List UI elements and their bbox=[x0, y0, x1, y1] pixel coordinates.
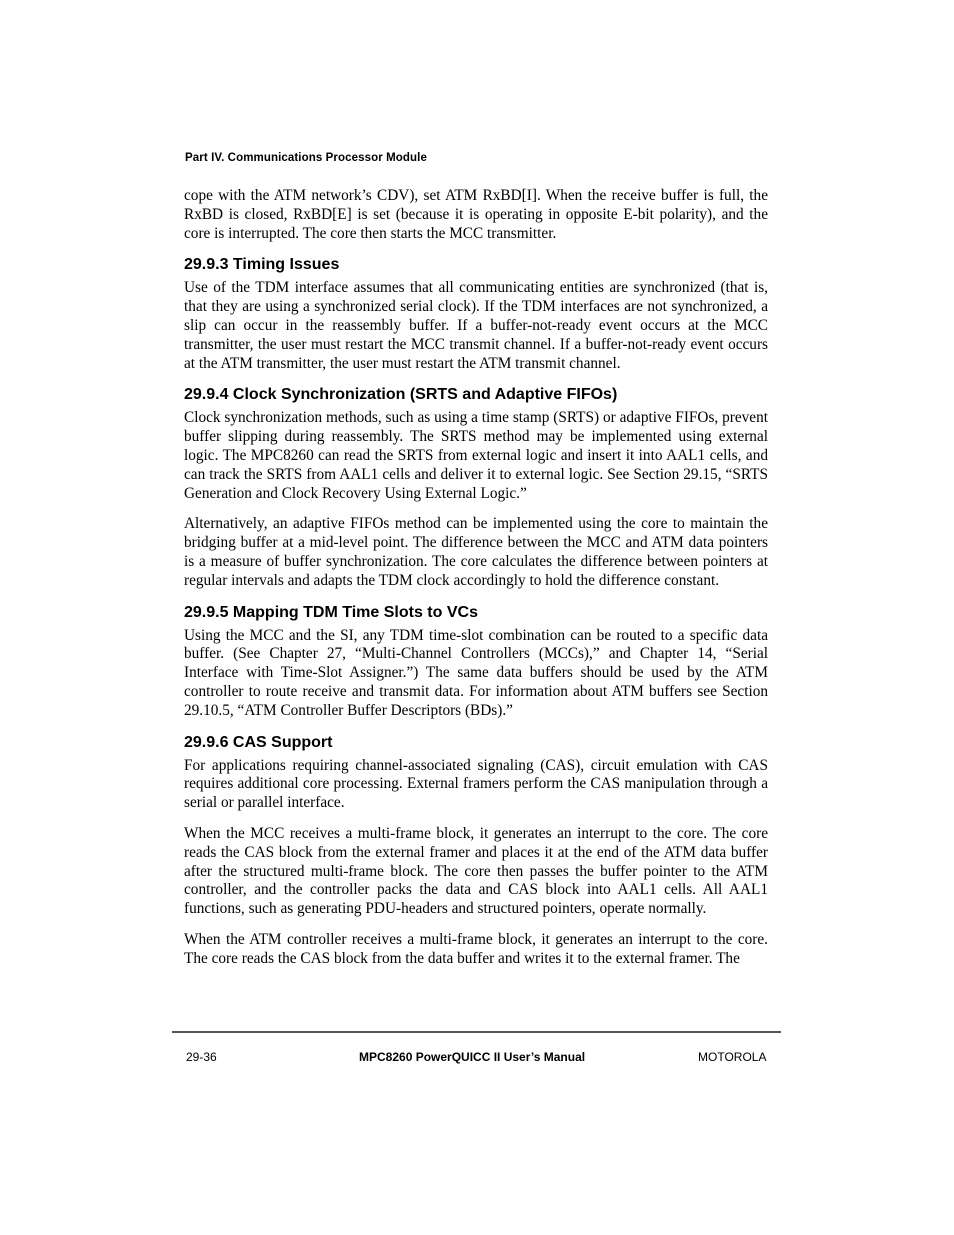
manual-title: MPC8260 PowerQUICC II User’s Manual bbox=[359, 1050, 586, 1064]
section-heading: 29.9.5 Mapping TDM Time Slots to VCs bbox=[184, 603, 478, 621]
paragraph: When the ATM controller receives a multi-frame block, it generates an interrupt to the core. The core reads the CAS block from the data buffer and writes it to the external framer. The bbox=[184, 930, 768, 967]
running-head: Part IV. Communications Processor Module bbox=[185, 152, 427, 164]
section-clock-synchronization bbox=[184, 385, 768, 590]
footer-rule bbox=[172, 1031, 781, 1033]
brand-name: MOTOROLA bbox=[698, 1050, 767, 1064]
paragraph: Using the MCC and the SI, any TDM time-slot combination can be routed to a specific data buffer. (See Chapter 27, “Multi-Channel Controllers (MCCs),” and Chapter 14, “Serial Interface with Time-Slot Assigner.”) The same data buffers should be used by the ATM controller to route receive and transmit data. For information about ATM buffers see Section 29.10.5, “ATM Controller Buffer Descriptors (BDs).” bbox=[184, 626, 768, 719]
paragraph: Clock synchronization methods, such as using a time stamp (SRTS) or adaptive FIFOs, prevent buffer slipping during reassembly. The SRTS method may be implemented using external logic. The MPC8260 can read the SRTS from external logic and insert it into AAL1 cells, and can track the SRTS from AAL1 cells and deliver it to external logic. See Section 29.15, “SRTS Generation and Clock Recovery Using External Logic.” bbox=[184, 409, 768, 502]
section-timing-issues bbox=[184, 255, 768, 373]
paragraph: For applications requiring channel-associated signaling (CAS), circuit emulation with CAS requires additional core processing. External framers perform the CAS manipulation through a serial or parallel interface. bbox=[184, 756, 768, 812]
page-content bbox=[184, 187, 768, 981]
section-mapping-tdm-time-slots bbox=[184, 603, 768, 721]
section-heading: 29.9.6 CAS Support bbox=[184, 733, 333, 751]
paragraph: When the MCC receives a multi-frame block, it generates an interrupt to the core. The core reads the CAS block from the external framer and places it at the end of the ATM data buffer after the structured multi-frame block. The core then passes the buffer pointer to the ATM controller, and the controller packs the data and CAS block into AAL1 cells. All AAL1 functions, such as generating PDU-headers and structured pointers, operate normally. bbox=[184, 824, 768, 918]
paragraph: Use of the TDM interface assumes that all communicating entities are synchronized (that is, that they are using a synchronized serial clock). If the TDM interfaces are not synchronized, a slip can occur in the reassembly buffer. If a buffer-not-ready event occurs at the MCC transmitter, the user must restart the MCC transmit channel. If a buffer-not-ready event occurs at the ATM transmitter, the user must restart the ATM transmit channel. bbox=[184, 279, 768, 372]
page-number: 29-36 bbox=[186, 1050, 217, 1064]
section-heading: 29.9.4 Clock Synchronization (SRTS and Adaptive FIFOs) bbox=[184, 386, 618, 404]
section-heading: 29.9.3 Timing Issues bbox=[184, 256, 340, 274]
section-cas-support bbox=[184, 733, 768, 969]
paragraph: Alternatively, an adaptive FIFOs method can be implemented using the core to maintain the bridging buffer at a mid-level point. The difference between the MCC and ATM data pointers is a measure of buffer synchronization. The core calculates the difference between pointers at regular intervals and adapts the TDM clock accordingly to hold the difference constant. bbox=[184, 515, 768, 589]
intro-paragraph: cope with the ATM network’s CDV), set ATM RxBD[I]. When the receive buffer is full, the RxBD is closed, RxBD[E] is set (because it is operating in opposite E-bit polarity), and the core is interrupted. The core then starts the MCC transmitter. bbox=[184, 187, 768, 242]
